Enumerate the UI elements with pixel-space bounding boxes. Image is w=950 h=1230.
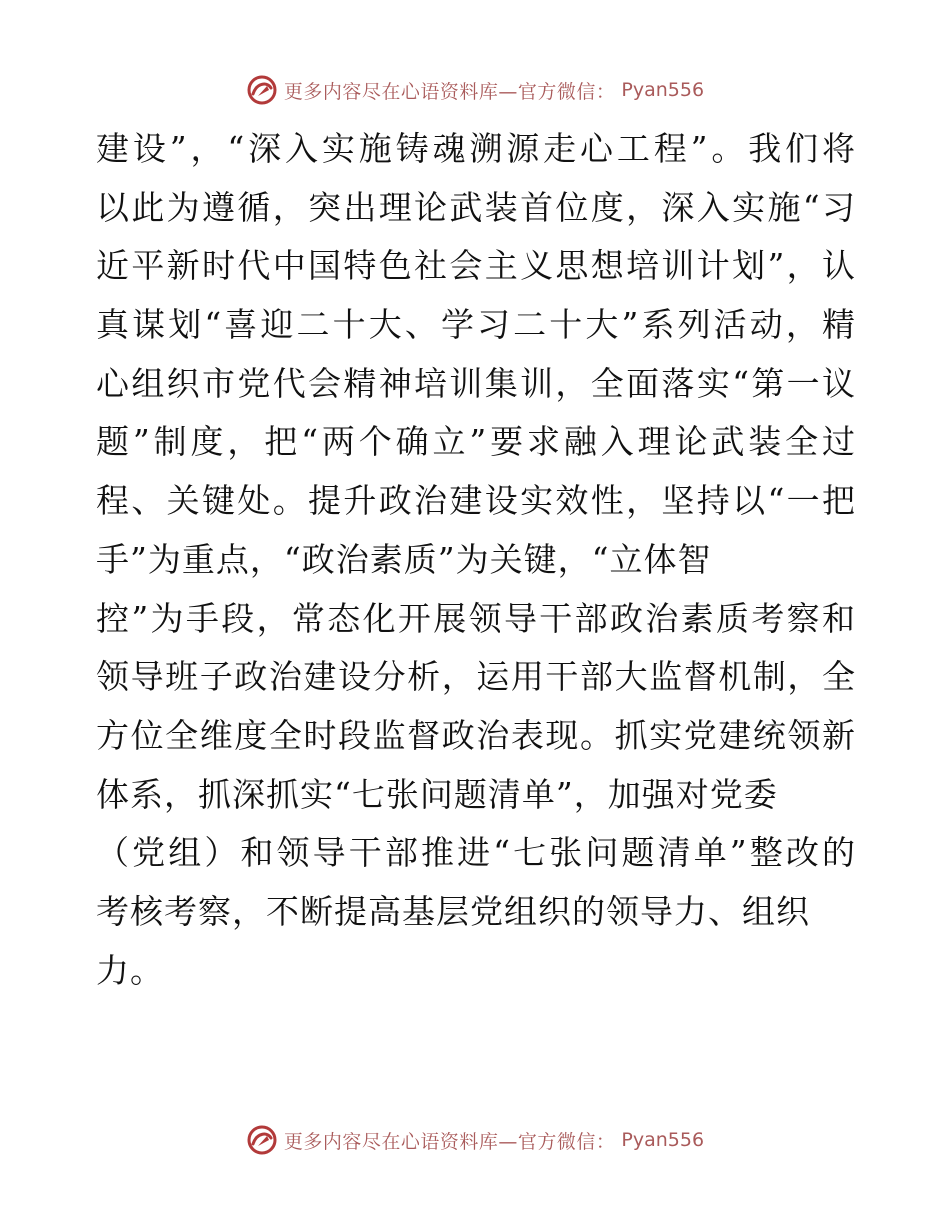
footer-text: 更多内容尽在心语资料库—官方微信：	[283, 1130, 616, 1153]
body-line: 以此为遵循，突出理论武装首位度，深入实施“习	[96, 187, 856, 227]
body-line: 程、关键处。提升政治建设实效性，坚持以“一把	[96, 481, 856, 521]
body-line: 控”为手段，常态化开展领导干部政治素质考察和	[96, 598, 856, 638]
body-line: 手”为重点，“政治素质”为关键，“立体智	[96, 539, 712, 579]
header-banner	[0, 70, 950, 110]
header-text: 更多内容尽在心语资料库—官方微信：	[283, 80, 616, 103]
document-body	[96, 120, 856, 1000]
body-line: 力。	[96, 950, 164, 990]
footer-banner	[0, 1120, 950, 1160]
header-wechat-id: Pyan556	[621, 79, 705, 101]
body-line: 真谋划“喜迎二十大、学习二十大”系列活动，精	[96, 305, 856, 345]
body-line: 建设”，“深入实施铸魂溯源走心工程”。我们将	[96, 129, 856, 168]
body-line: 方位全维度全时段监督政治表现。抓实党建统领新	[96, 715, 856, 755]
body-line: 领导班子政治建设分析，运用干部大监督机制，全	[96, 657, 856, 697]
body-line: 心组织市党代会精神培训集训，全面落实“第一议	[96, 363, 856, 403]
body-line: 近平新时代中国特色社会主义思想培训计划”，认	[96, 246, 856, 286]
body-line: （党组）和领导干部推进“七张问题清单”整改的	[96, 833, 856, 873]
body-line: 题”制度，把“两个确立”要求融入理论武装全过	[96, 422, 856, 462]
body-line: 体系，抓深抓实“七张问题清单”，加强对党委	[96, 774, 778, 814]
red-swirl-logo-icon	[246, 74, 278, 106]
footer-wechat-id: Pyan556	[621, 1129, 705, 1151]
red-swirl-logo-icon	[246, 1124, 278, 1156]
body-line: 考核考察，不断提高基层党组织的领导力、组织	[96, 891, 810, 931]
